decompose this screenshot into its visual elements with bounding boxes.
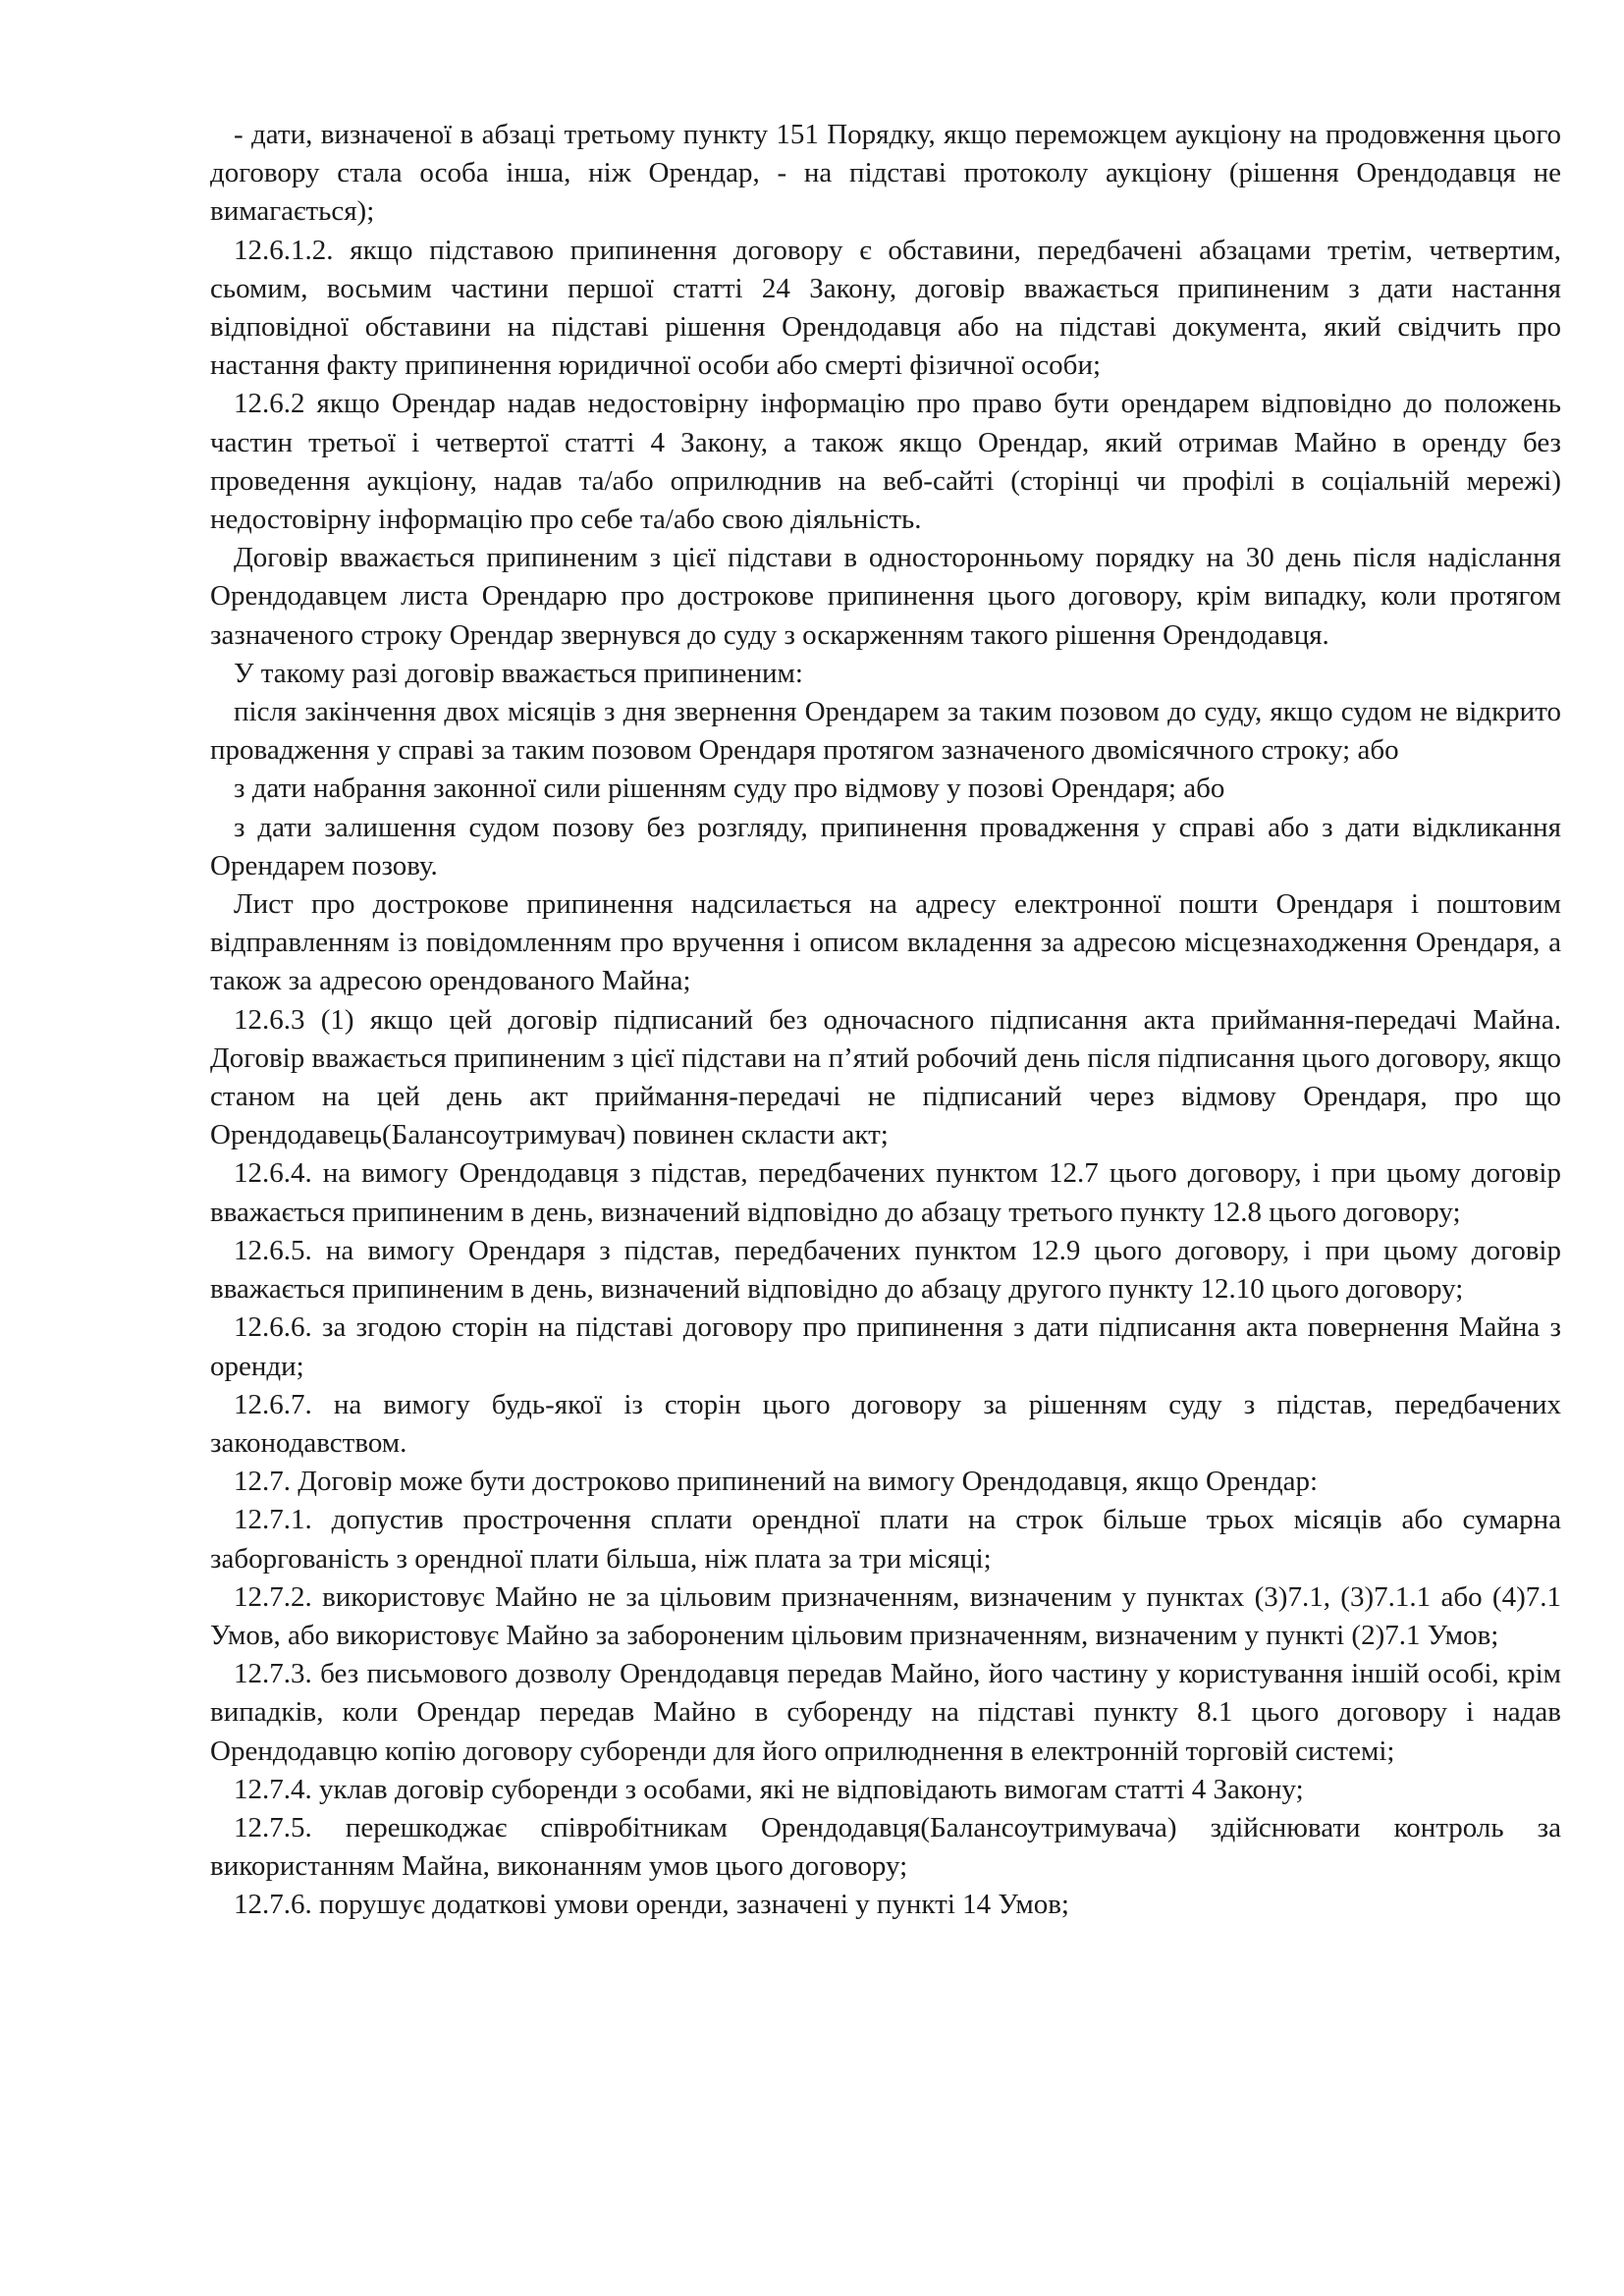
paragraph-12-6-5: 12.6.5. на вимогу Орендаря з підстав, передбачених пунктом 12.9 цього договору, і при цьому договір вважається припиненим в день, визначений відповідно до абзацу другого пункту 12.10 цього договору; xyxy=(210,1234,1561,1306)
paragraph-12-6-1-2: 12.6.1.2. якщо підставою припинення договору є обставини, передбачені абзацами третім, четвертим, сьомим, восьмим частини першої статті 24 Закону, договір вважається припиненим з дати настання відповідної обставини на підставі рішення Орендодавця або на підставі документа, який свідчить про настання факту припинення юридичної особи або смерті фізичної особи; xyxy=(210,234,1561,382)
paragraph-12-7-2: 12.7.2. використовує Майно не за цільовим призначенням, визначеним у пунктах (3)7.1, (3)7.1.1 або (4)7.1 Умов, або використовує Майно за забороненим цільовим призначенням, визначеним у пункті (2)7.1 Умов; xyxy=(210,1580,1561,1651)
paragraph-termination-letter: Лист про дострокове припинення надсилається на адресу електронної пошти Орендаря і поштовим відправленням із повідомленням про вручення і описом вкладення за адресою місцезнаходження Орендаря, а також за адресою орендованого Майна; xyxy=(210,888,1561,997)
document-page xyxy=(210,116,1561,1925)
paragraph-1: - дати, визначеної в абзаці третьому пункту 151 Порядку, якщо переможцем аукціону на продовження цього договору стала особа інша, ніж Орендар, - на підставі протоколу аукціону (рішення Орендодавця не вимагається); xyxy=(210,119,1561,228)
paragraph-12-6-7: 12.6.7. на вимогу будь-якої із сторін цього договору за рішенням суду з підстав, передбачених законодавством. xyxy=(210,1388,1561,1459)
paragraph-after-two-months: після закінчення двох місяців з дня звернення Орендарем за таким позовом до суду, якщо судом не відкрито провадження у справі за таким позовом Орендаря протягом зазначеного двомісячного строку; або xyxy=(210,696,1561,767)
paragraph-12-6-2: 12.6.2 якщо Орендар надав недостовірну інформацію про право бути орендарем відповідно до положень частин третьої і четвертої статті 4 Закону, а також якщо Орендар, який отримав Майно в оренду без проведення аукціону, надав та/або оприлюднив на веб-сайті (сторінці чи профілі в соціальній мережі) недостовірну інформацію про себе та/або свою діяльність. xyxy=(210,388,1561,536)
paragraph-12-6-6: 12.6.6. за згодою сторін на підставі договору про припинення з дати підписання акта повернення Майна з оренди; xyxy=(210,1311,1561,1382)
paragraph-12-7-6: 12.7.6. порушує додаткові умови оренди, зазначені у пункті 14 Умов; xyxy=(234,1889,1069,1921)
paragraph-termination-30-days: Договір вважається припиненим з цієї підстави в односторонньому порядку на 30 день після надіслання Орендодавцем листа Орендарю про дострокове припинення цього договору, крім випадку, коли протягом зазначеного строку Орендар звернувся до суду з оскарженням такого рішення Орендодавця. xyxy=(210,542,1561,651)
paragraph-12-6-4: 12.6.4. на вимогу Орендодавця з підстав, передбачених пунктом 12.7 цього договору, і при цьому договір вважається припиненим в день, визначений відповідно до абзацу третього пункту 12.8 цього договору; xyxy=(210,1157,1561,1228)
paragraph-in-such-case: У такому разі договір вважається припиненим: xyxy=(234,657,803,689)
paragraph-claim-withdrawal: з дати залишення судом позову без розгляду, припинення провадження у справі або з дати відкликання Орендарем позову. xyxy=(210,811,1561,881)
paragraph-12-7: 12.7. Договір може бути достроково припинений на вимогу Орендодавця, якщо Орендар: xyxy=(234,1466,1319,1498)
paragraph-court-decision: з дати набрання законної сили рішенням суду про відмову у позові Орендаря; або xyxy=(234,773,1225,805)
paragraph-12-7-3: 12.7.3. без письмового дозволу Орендодавця передав Майно, його частину у користування іншій особі, крім випадків, коли Орендар передав Майно в суборенду на підставі пункту 8.1 цього договору і надав Орендодавцю копію договору суборенди для його оприлюднення в електронній торговій системі; xyxy=(210,1658,1561,1767)
paragraph-12-7-4: 12.7.4. уклав договір суборенди з особами, які не відповідають вимогам статті 4 Закону; xyxy=(234,1773,1304,1805)
paragraph-12-6-3: 12.6.3 (1) якщо цей договір підписаний без одночасного підписання акта приймання-передачі Майна. Договір вважається припиненим з цієї підстави на п’ятий робочий день після підписання цього договору, якщо станом на цей день акт приймання-передачі не підписаний через відмову Орендаря, про що Орендодавець(Балансоутримувач) повинен скласти акт; xyxy=(210,1003,1561,1151)
paragraph-12-7-1: 12.7.1. допустив прострочення сплати орендної плати на строк більше трьох місяців або сумарна заборгованість з орендної плати більша, ніж плата за три місяці; xyxy=(210,1504,1561,1575)
paragraph-12-7-5: 12.7.5. перешкоджає співробітникам Орендодавця(Балансоутримувача) здійснювати контроль за використанням Майна, виконанням умов цього договору; xyxy=(210,1811,1561,1883)
